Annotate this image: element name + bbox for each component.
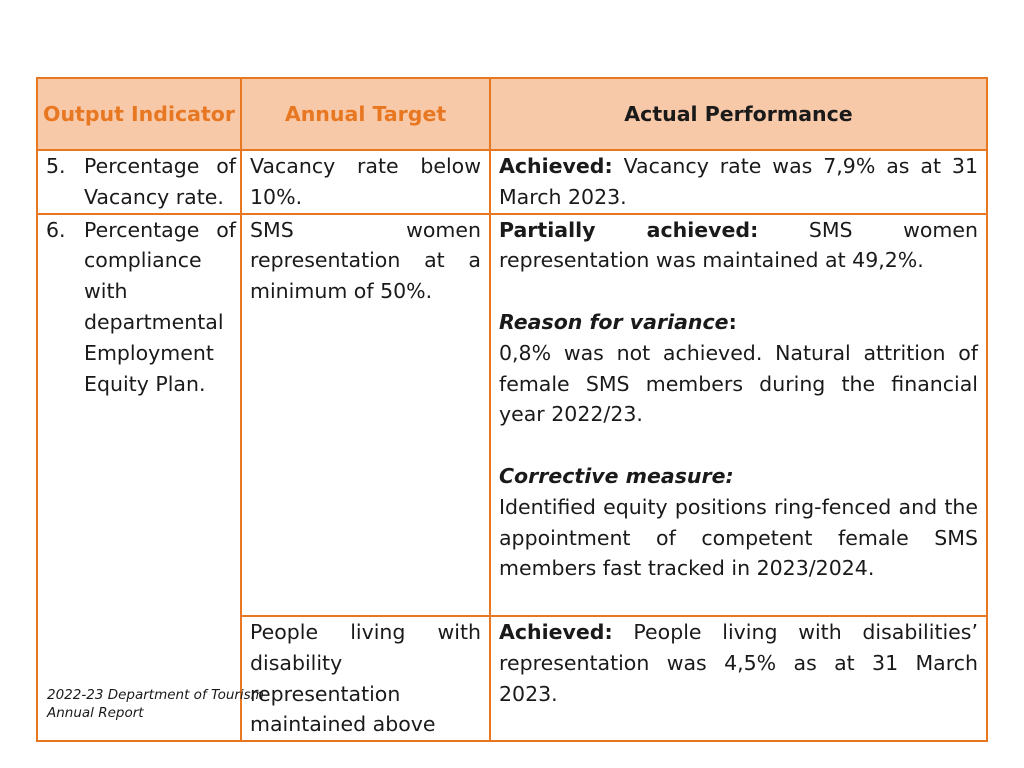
indicator-cell <box>37 214 241 742</box>
footer-report-title: 2022-23 Department of Tourism Annual Report <box>47 687 264 721</box>
indicator-cell <box>37 150 241 214</box>
status-label: Achieved: <box>499 619 613 644</box>
indicator-number: 6. <box>46 217 66 242</box>
indicator-text: Percentage of compliance with departmental Employment Equity Plan. <box>84 217 236 396</box>
variance-colon: : <box>728 309 737 334</box>
target-text: SMS women representation at a minimum of 50%. <box>250 217 481 304</box>
target-cell <box>241 150 490 214</box>
corrective-text: Identified equity positions ring-fenced and the appointment of competent female SMS members fast tracked in 2023/2024. <box>499 494 978 581</box>
header-output-indicator: Output Indicator <box>37 78 241 150</box>
performance-table <box>36 77 988 742</box>
performance-text: SMS women representation was maintained at 49,2%. <box>499 217 978 273</box>
table-row <box>37 214 987 616</box>
variance-text: 0,8% was not achieved. Natural attrition of female SMS members during the financial year 2022/23. <box>499 340 978 427</box>
indicator-text: Percentage of Vacancy rate. <box>84 154 236 209</box>
variance-label: Reason for variance <box>499 309 729 334</box>
target-text: Vacancy rate below 10%. <box>250 154 481 209</box>
table-row <box>37 150 987 214</box>
target-cell <box>241 616 490 741</box>
target-text: People living with disability representation maintained above <box>250 619 481 737</box>
indicator-number: 5. <box>46 154 66 178</box>
header-annual-target: Annual Target <box>241 78 490 150</box>
status-label: Partially achieved: <box>499 217 759 242</box>
header-actual-performance: Actual Performance <box>490 78 987 150</box>
performance-cell <box>490 214 987 616</box>
corrective-label: Corrective measure: <box>499 463 734 488</box>
performance-cell <box>490 616 987 741</box>
table-header-row <box>37 78 987 150</box>
status-label: Achieved: <box>499 154 613 178</box>
performance-text: Vacancy rate was 7,9% as at 31 March 2023. <box>499 154 978 209</box>
performance-cell <box>490 150 987 214</box>
performance-text: People living with disabilities’ representation was 4,5% as at 31 March 2023. <box>499 619 978 706</box>
target-cell <box>241 214 490 616</box>
